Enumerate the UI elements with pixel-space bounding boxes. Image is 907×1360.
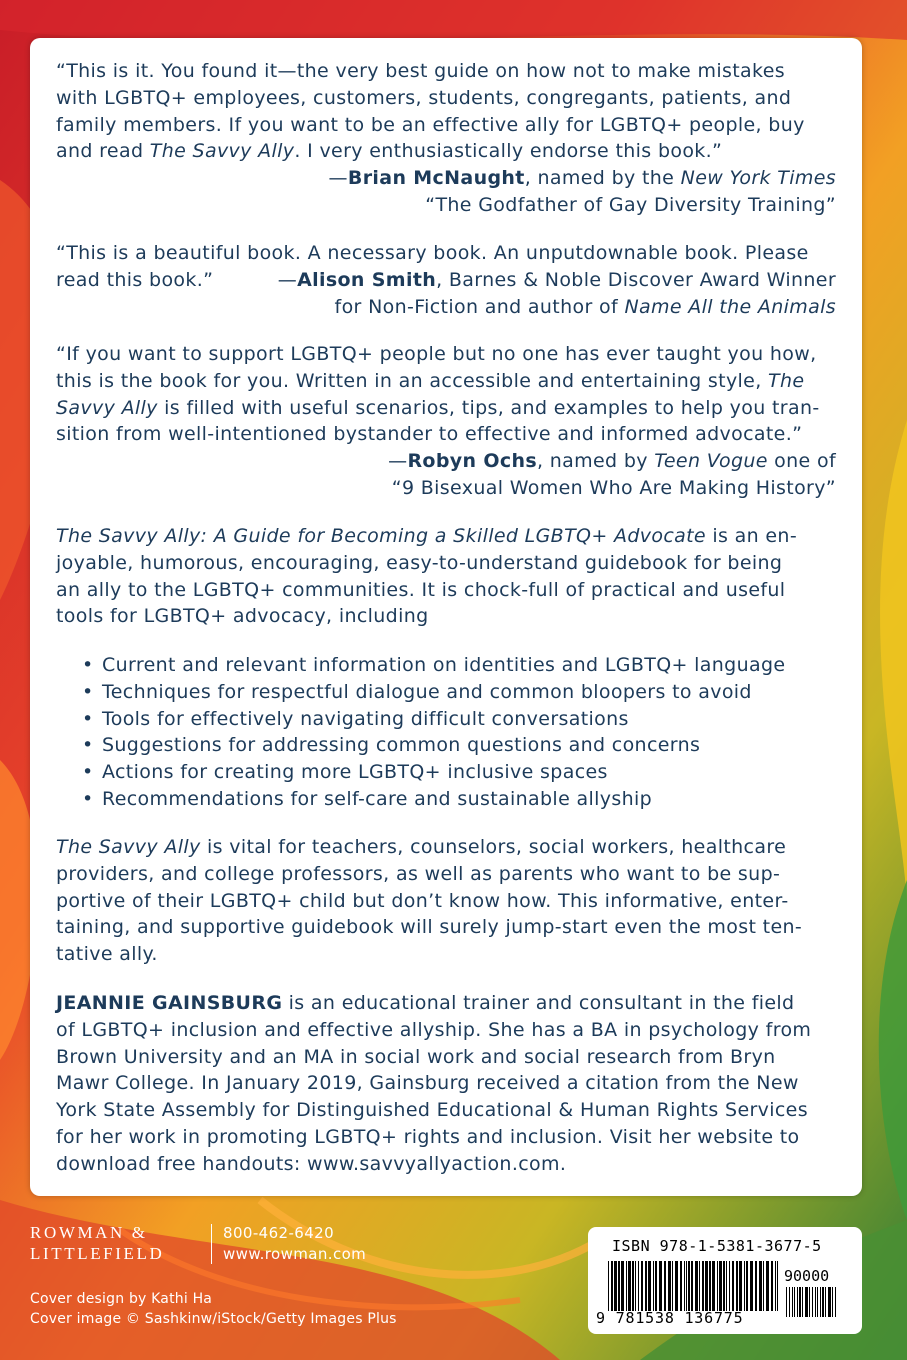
- barcode-bar: [777, 1261, 778, 1311]
- barcode-bar: [688, 1261, 690, 1311]
- quote-line: Savvy Ally is filled with useful scenarios, tips, and examples to help you tran-: [56, 396, 820, 419]
- barcode-bar: [802, 1287, 803, 1317]
- barcode-bar: [797, 1287, 798, 1317]
- quote-line: family members. If you want to be an effective ally for LGBTQ+ people, buy: [56, 113, 805, 136]
- quote-attribution-line: “The Godfather of Gay Diversity Training”: [425, 193, 836, 216]
- audience-line: The Savvy Ally is vital for teachers, counselors, social workers, healthcare: [56, 836, 787, 858]
- price-code: 90000: [784, 1267, 830, 1285]
- bio-line: Brown University and an MA in social work and social research from Bryn: [56, 1045, 776, 1068]
- barcode-bar: [672, 1261, 673, 1311]
- barcode-bar: [759, 1261, 762, 1311]
- feature-list-item: • Current and relevant information on identities and LGBTQ+ language: [56, 652, 836, 679]
- barcode-bar: [648, 1261, 651, 1311]
- barcode-bar: [792, 1287, 793, 1317]
- quote-attribution-line: “9 Bisexual Women Who Are Making History”: [391, 476, 836, 499]
- quote-line: “This is it. You found it—the very best guide on how not to make mistakes: [56, 60, 785, 82]
- quote-line: “This is a beautiful book. A necessary book. An unputdownable book. Please: [56, 242, 809, 264]
- barcode-bar: [638, 1261, 639, 1311]
- isbn-barcode: [588, 1227, 862, 1334]
- barcode-bar: [766, 1261, 769, 1311]
- barcode-bar: [794, 1287, 795, 1317]
- barcode-bar: [645, 1261, 647, 1311]
- feature-list-item: • Actions for creating more LGBTQ+ inclusive spaces: [56, 759, 836, 786]
- barcode-bar: [702, 1261, 704, 1311]
- audience-line: taining, and supportive guidebook will surely jump-start even the most ten-: [56, 916, 803, 939]
- barcode-bar: [655, 1261, 657, 1311]
- quote-attribution-line: for Non-Fiction and author of Name All the Animals: [334, 295, 836, 318]
- description-line: joyable, humorous, encouraging, easy-to-understand guidebook for being: [56, 551, 783, 574]
- quote-line: “If you want to support LGBTQ+ people but no one has ever taught you how,: [56, 343, 817, 365]
- barcode-bar: [709, 1261, 711, 1311]
- barcode-bar: [739, 1261, 742, 1311]
- isbn-label: ISBN 978-1-5381-3677-5: [612, 1237, 822, 1255]
- barcode-bar: [817, 1287, 818, 1317]
- barcode-bar: [653, 1261, 654, 1311]
- feature-list-item: • Suggestions for addressing common questions and concerns: [56, 732, 836, 759]
- barcode-bar: [755, 1261, 757, 1311]
- audience-line: portive of their LGBTQ+ child but don’t know how. This informative, enter-: [56, 889, 789, 912]
- description-line: an ally to the LGBTQ+ communities. It is chock-full of practical and useful: [56, 578, 786, 601]
- barcode-bar: [746, 1261, 748, 1311]
- barcode-bar: [664, 1261, 666, 1311]
- barcode-bar: [611, 1261, 613, 1311]
- author-bio: [56, 990, 836, 1178]
- cover-image-credit: Cover image © Sashkinw/iStock/Getty Images Plus: [30, 1311, 397, 1327]
- barcode-bar: [695, 1261, 698, 1311]
- barcode-bar: [659, 1261, 662, 1311]
- barcode-bar: [632, 1261, 634, 1311]
- barcode-bar: [820, 1287, 821, 1317]
- barcode-bar: [675, 1261, 678, 1311]
- barcode-bar: [822, 1287, 824, 1317]
- barcode-bar: [621, 1261, 624, 1311]
- publisher-logo: ROWMAN & LITTLEFIELD: [30, 1223, 165, 1263]
- bio-line: download free handouts: www.savvyallyaction.com.: [56, 1152, 567, 1175]
- barcode-digits: 9 781538 136775: [596, 1309, 744, 1327]
- barcode-bar: [825, 1287, 826, 1317]
- publisher-divider: [211, 1224, 212, 1264]
- bio-line: for her work in promoting LGBTQ+ rights and inclusion. Visit her website to: [56, 1125, 800, 1148]
- barcode-bar: [744, 1261, 745, 1311]
- barcode-bar: [608, 1261, 609, 1311]
- feature-list-item: • Tools for effectively navigating difficult conversations: [56, 706, 836, 733]
- barcode-bar: [789, 1287, 790, 1317]
- barcode-bar: [635, 1261, 636, 1311]
- quote-line: sition from well-intentioned bystander to effective and informed advocate.”: [56, 423, 803, 446]
- publisher-contact: [223, 1223, 366, 1265]
- price-barcode-bars: [786, 1287, 838, 1317]
- barcode-bar: [812, 1287, 813, 1317]
- barcode-bar: [699, 1261, 700, 1311]
- bio-line: of LGBTQ+ inclusion and effective allyship. She has a BA in psychology from: [56, 1018, 812, 1041]
- barcode-bar: [614, 1261, 617, 1311]
- barcode-bar: [828, 1287, 831, 1317]
- quote-line: this is the book for you. Written in an accessible and entertaining style, The: [56, 369, 805, 392]
- cover-design-credit: Cover design by Kathi Ha: [30, 1291, 213, 1307]
- feature-list-item: • Recommendations for self-care and sustainable allyship: [56, 786, 836, 813]
- barcode-bar: [771, 1261, 773, 1311]
- barcode-bar: [641, 1261, 643, 1311]
- quote-line: and read The Savvy Ally. I very enthusiastically endorse this book.”: [56, 140, 723, 163]
- bio-line: JEANNIE GAINSBURG is an educational trainer and consultant in the field: [56, 992, 795, 1014]
- feature-list-item: • Techniques for respectful dialogue and common bloopers to avoid: [56, 679, 836, 706]
- description-line: The Savvy Ally: A Guide for Becoming a Skilled LGBTQ+ Advocate is an en-: [56, 525, 798, 547]
- bio-line: Mawr College. In January 2019, Gainsburg received a citation from the New: [56, 1072, 799, 1095]
- quote-line: read this book.” —Alison Smith, Barnes & Noble Discover Award Winner: [56, 268, 836, 291]
- barcode-bar: [705, 1261, 708, 1311]
- publisher-phone: 800-462-6420: [223, 1224, 335, 1242]
- barcode-bar: [832, 1287, 833, 1317]
- barcode-bar: [835, 1287, 836, 1317]
- quote-robyn-ochs: [56, 341, 836, 502]
- barcode-bar: [680, 1261, 682, 1311]
- barcode-bar: [668, 1261, 671, 1311]
- barcode-bar: [684, 1261, 685, 1311]
- barcode-bar: [626, 1261, 627, 1311]
- barcode-bar: [726, 1261, 727, 1311]
- feature-list: [56, 652, 836, 813]
- barcode-bar: [805, 1287, 808, 1317]
- quote-attribution: —Brian McNaught, named by the New York Times: [328, 167, 836, 190]
- barcode-bar: [786, 1287, 787, 1317]
- quote-alison-smith: [56, 240, 836, 320]
- quote-line: with LGBTQ+ employees, customers, students, congregants, patients, and: [56, 86, 792, 109]
- barcode-bar: [712, 1261, 715, 1311]
- barcode-bar: [691, 1261, 693, 1311]
- quote-brian-mcnaught: [56, 58, 836, 219]
- barcode-bar: [723, 1261, 725, 1311]
- barcode-bar: [732, 1261, 734, 1311]
- barcode-bar: [809, 1287, 810, 1317]
- barcode-bar: [628, 1261, 631, 1311]
- publisher-website: www.rowman.com: [223, 1245, 367, 1263]
- barcode-bar: [717, 1261, 718, 1311]
- bio-line: York State Assembly for Distinguished Educational & Human Rights Services: [56, 1099, 808, 1122]
- barcode-bar: [719, 1261, 722, 1311]
- barcode-bar: [815, 1287, 816, 1317]
- book-description: [56, 523, 836, 630]
- barcode-bar: [736, 1261, 738, 1311]
- description-line: tools for LGBTQ+ advocacy, including: [56, 605, 429, 628]
- author-name: JEANNIE GAINSBURG: [56, 992, 283, 1014]
- audience-paragraph: [56, 834, 836, 968]
- cover-credits: [30, 1289, 397, 1329]
- audience-line: providers, and college professors, as well as parents who want to be sup-: [56, 862, 781, 885]
- audience-line: tative ally.: [56, 943, 158, 966]
- quote-attribution: —Robyn Ochs, named by Teen Vogue one of: [388, 450, 836, 473]
- barcode-bar: [750, 1261, 753, 1311]
- barcode-bar: [799, 1287, 801, 1317]
- barcode-bar: [686, 1261, 687, 1311]
- barcode-bar: [763, 1261, 764, 1311]
- barcode-bars: [608, 1261, 778, 1311]
- barcode-bar: [618, 1261, 620, 1311]
- barcode-bar: [775, 1261, 776, 1311]
- barcode-bar: [729, 1261, 730, 1311]
